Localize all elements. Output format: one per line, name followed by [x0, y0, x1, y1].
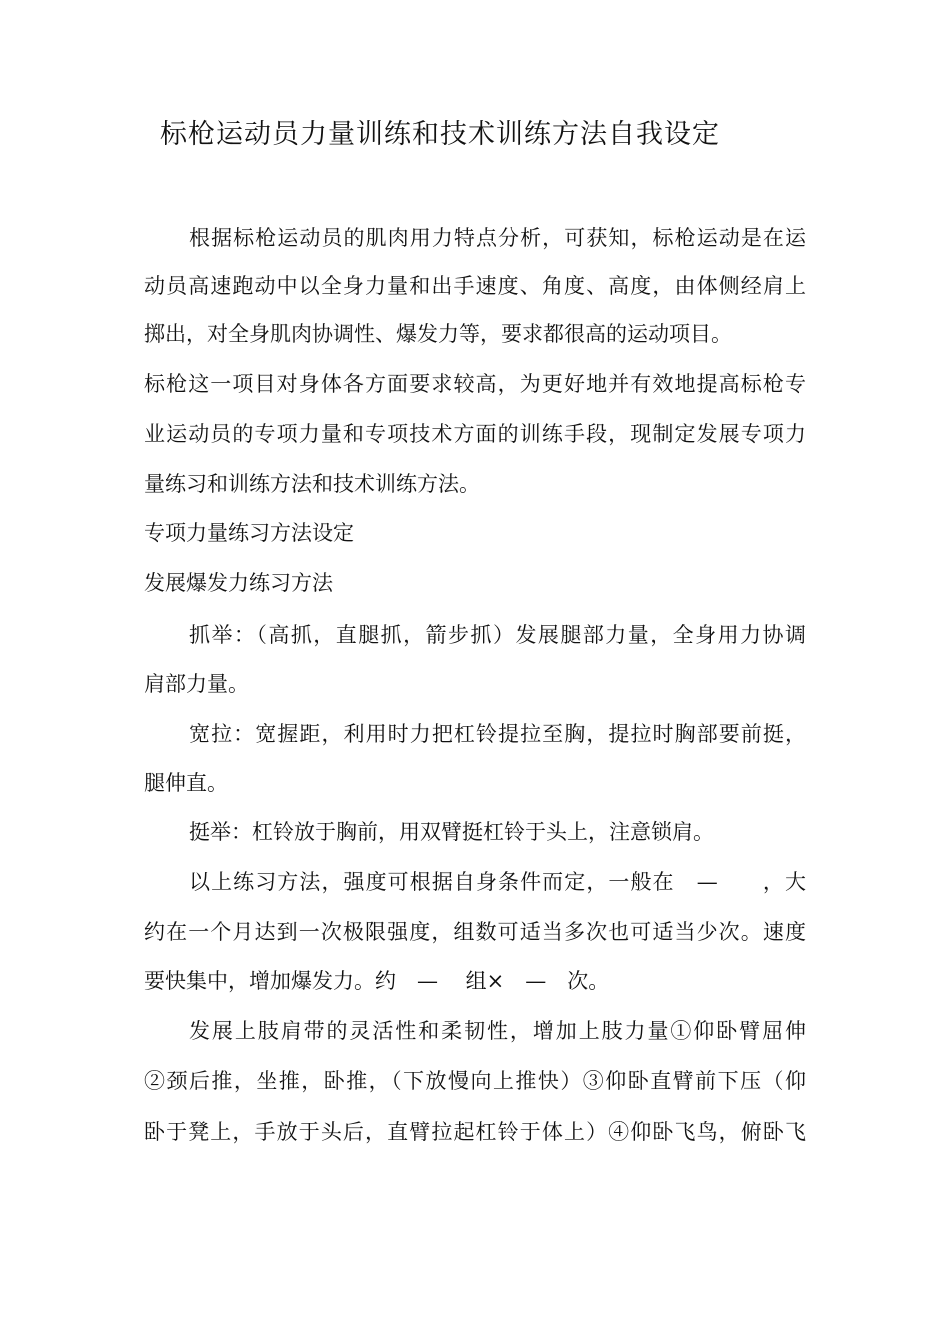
paragraph-line: 卧于凳上，手放于头后，直臂拉起杠铃于体上）④仰卧飞鸟，俯卧飞 — [144, 1120, 806, 1144]
paragraph-line: 约在一个月达到一次极限强度，组数可适当多次也可适当少次。速度 — [144, 920, 806, 944]
paragraph-line: 发展上肢肩带的灵活性和柔韧性，增加上肢力量①仰卧臂屈伸 — [189, 1019, 806, 1043]
paragraph-line: 腿伸直。 — [144, 771, 228, 795]
paragraph-line: 根据标枪运动员的肌肉用力特点分析，可获知，标枪运动是在运 — [189, 226, 806, 250]
paragraph-line: 肩部力量。 — [144, 672, 249, 696]
paragraph-line: ②颈后推，坐推，卧推，（下放慢向上推快）③仰卧直臂前下压（仰 — [144, 1069, 806, 1093]
paragraph-line: 业运动员的专项力量和专项技术方面的训练手段，现制定发展专项力 — [144, 422, 806, 446]
paragraph-line: 宽拉：宽握距，利用时力把杠铃提拉至胸，提拉时胸部要前挺， — [189, 722, 806, 746]
section-heading: 专项力量练习方法设定 — [144, 521, 354, 545]
paragraph-line: 抓举：（高抓，直腿抓，箭步抓）发展腿部力量，全身用力协调 — [189, 623, 806, 647]
section-heading: 发展爆发力练习方法 — [144, 571, 333, 595]
paragraph-line: 挺举：杠铃放于胸前，用双臂挺杠铃于头上，注意锁肩。 — [189, 820, 714, 844]
paragraph-line: 掷出，对全身肌肉协调性、爆发力等，要求都很高的运动项目。 — [144, 322, 732, 346]
paragraph-line: 动员高速跑动中以全身力量和出手速度、角度、高度，由体侧经肩上 — [144, 274, 806, 298]
paragraph-line: 量练习和训练方法和技术训练方法。 — [144, 472, 480, 496]
paragraph-line: 标枪这一项目对身体各方面要求较高，为更好地并有效地提高标枪专 — [144, 372, 806, 396]
paragraph-line: 要快集中，增加爆发力。约 — 组× — 次。 — [144, 969, 610, 993]
paragraph-line: 以上练习方法，强度可根据自身条件而定，一般在 — ，大 — [189, 870, 806, 894]
document-title: 标枪运动员力量训练和技术训练方法自我设定 — [160, 119, 720, 150]
